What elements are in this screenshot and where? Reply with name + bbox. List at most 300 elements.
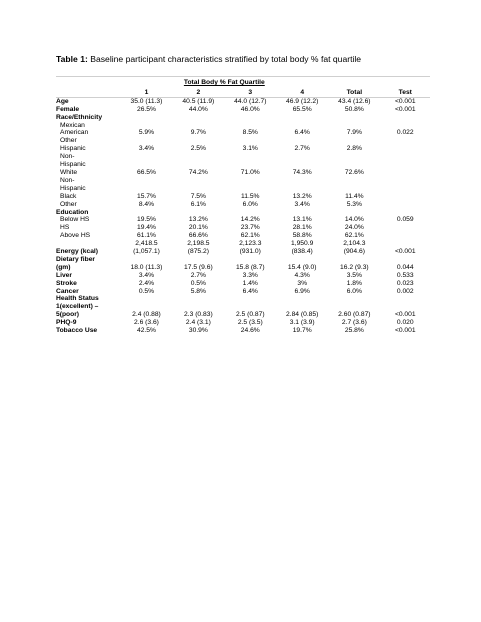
row-label-line: Black	[60, 192, 77, 200]
quartile-cell	[224, 288, 276, 296]
quartile-cell	[172, 201, 224, 209]
row-label-line: Above HS	[60, 232, 91, 240]
quartile-cell	[224, 137, 276, 153]
table-row	[56, 288, 430, 296]
row-label-line: Hispanic	[60, 161, 86, 169]
cell-value: 17.5 (9.6)	[184, 263, 213, 271]
cell-value	[381, 201, 430, 209]
quartile-cell	[172, 319, 224, 327]
quartile-cell	[121, 106, 173, 114]
cell-value: 24.6%	[240, 327, 260, 335]
test-cell	[381, 272, 430, 280]
cell-value: 3.1%	[242, 145, 258, 153]
total-cell	[328, 201, 380, 209]
quartile-cell	[172, 327, 224, 335]
cell-value: 46.9 (12.2)	[286, 97, 319, 105]
quartile-cell	[224, 209, 276, 217]
cell-value: 30.9%	[188, 327, 208, 335]
cell-value: 1.4%	[242, 279, 258, 287]
cell-value: 24.0%	[344, 224, 364, 232]
cell-value: 26.5%	[136, 105, 156, 113]
quartile-cell	[224, 232, 276, 240]
test-cell	[381, 224, 430, 232]
cell-value	[381, 209, 430, 217]
cell-value: 3%	[297, 279, 308, 287]
cell-value: 1,950.9	[291, 240, 314, 248]
cell-value: 2.5 (0.87)	[235, 311, 265, 319]
total-cell	[328, 177, 380, 201]
quartile-cell	[121, 137, 173, 153]
cell-value: 5.3%	[346, 200, 362, 208]
cell-value: 2.4 (0.88)	[132, 311, 161, 319]
test-cell	[381, 201, 430, 209]
test-cell	[381, 153, 430, 177]
quartile-cell	[276, 201, 328, 209]
cell-value: (875.2)	[187, 248, 209, 256]
cell-value: 0.022	[396, 129, 414, 137]
cell-value	[172, 209, 224, 217]
cell-value: 0.5%	[138, 287, 155, 295]
table-row	[56, 177, 430, 201]
quartile-cell	[172, 97, 224, 105]
quartile-cell	[172, 209, 224, 217]
cell-value: 58.8%	[292, 232, 312, 240]
quartile-cell	[224, 224, 276, 232]
cell-value	[381, 145, 430, 153]
cell-value: 3.4%	[138, 145, 155, 153]
cell-value	[121, 114, 173, 122]
cell-value: 15.8 (8.7)	[235, 263, 265, 271]
cell-value: 62.1%	[344, 232, 364, 240]
cell-value: <0.001	[394, 248, 416, 256]
cell-value: 2,418.5	[135, 240, 158, 248]
total-cell	[328, 122, 380, 138]
quartile-cell	[276, 288, 328, 296]
total-cell	[328, 137, 380, 153]
row-label	[56, 319, 121, 327]
table-row	[56, 153, 430, 177]
row-label-line: Non-	[60, 176, 75, 184]
quartile-cell	[276, 216, 328, 224]
cell-value: 2.84 (0.85)	[286, 311, 319, 319]
cell-value: 72.6%	[344, 168, 364, 176]
cell-value: 16.2 (9.3)	[340, 263, 369, 271]
row-label	[56, 106, 121, 114]
quartile-cell	[121, 153, 173, 177]
quartile-cell	[224, 153, 276, 177]
header-row	[56, 87, 430, 97]
total-cell	[328, 295, 380, 319]
quartile-cell	[121, 280, 173, 288]
test-cell	[381, 295, 430, 319]
quartile-cell	[121, 114, 173, 122]
quartile-cell	[276, 280, 328, 288]
cell-value: 74.2%	[188, 168, 208, 176]
cell-value: 15.4 (9.0)	[287, 263, 317, 271]
total-cell	[328, 153, 380, 177]
row-label	[56, 240, 121, 256]
table-caption-text: Baseline participant characteristics stratified by total body % fat quartile	[87, 54, 362, 64]
row-label-line: Other	[60, 200, 77, 208]
quartile-spanner-header: Total Body % Fat Quartile	[121, 77, 329, 87]
row-label	[56, 122, 121, 138]
column-header-q2: 2	[172, 87, 224, 97]
cell-value: 2.4%	[138, 279, 155, 287]
quartile-cell	[121, 97, 173, 105]
column-header-total: Total	[328, 87, 380, 97]
row-label	[56, 224, 121, 232]
cell-value: 1.8%	[346, 279, 362, 287]
row-label	[56, 114, 121, 122]
row-label-line: Other	[60, 137, 77, 145]
cell-value	[121, 209, 173, 217]
column-header-q1: 1	[121, 87, 173, 97]
row-label-line: HS	[60, 224, 70, 232]
quartile-cell	[172, 122, 224, 138]
table-row	[56, 327, 430, 335]
cell-value: 46.0%	[240, 105, 260, 113]
row-label-line: Age	[56, 97, 69, 105]
quartile-cell	[276, 209, 328, 217]
table-row	[56, 114, 430, 122]
cell-value: 42.5%	[136, 327, 156, 335]
quartile-cell	[121, 272, 173, 280]
cell-value	[381, 224, 430, 232]
cell-value: <0.001	[394, 311, 416, 319]
cell-value: 19.5%	[136, 216, 156, 224]
cell-value: 0.044	[396, 263, 414, 271]
row-label	[56, 153, 121, 177]
cell-value: <0.001	[394, 327, 416, 335]
quartile-cell	[172, 177, 224, 201]
quartile-cell	[121, 224, 173, 232]
test-cell	[381, 232, 430, 240]
quartile-cell	[121, 216, 173, 224]
cell-value: 7.9%	[346, 129, 362, 137]
cell-value: 35.0 (11.3)	[130, 97, 163, 105]
cell-value: 66.5%	[136, 168, 156, 176]
table-row	[56, 319, 430, 327]
total-cell	[328, 224, 380, 232]
cell-value	[328, 209, 380, 217]
quartile-cell	[172, 256, 224, 272]
cell-value: 2.7%	[190, 271, 206, 279]
cell-value: 6.9%	[294, 287, 310, 295]
quartile-cell	[172, 232, 224, 240]
test-cell	[381, 327, 430, 335]
quartile-cell	[276, 319, 328, 327]
cell-value: 0.5%	[190, 279, 206, 287]
quartile-cell	[121, 327, 173, 335]
cell-value: 23.7%	[240, 224, 260, 232]
table-row	[56, 97, 430, 105]
quartile-cell	[276, 272, 328, 280]
total-cell	[328, 232, 380, 240]
cell-value	[328, 114, 380, 122]
cell-value: 0.059	[396, 216, 414, 224]
table-row	[56, 201, 430, 209]
quartile-cell	[172, 216, 224, 224]
cell-value: 11.4%	[345, 192, 364, 200]
cell-value	[381, 114, 430, 122]
quartile-cell	[121, 288, 173, 296]
quartile-cell	[172, 280, 224, 288]
row-label	[56, 209, 121, 217]
cell-value: 8.5%	[242, 129, 258, 137]
row-label-line: Hispanic	[60, 145, 86, 153]
quartile-cell	[121, 256, 173, 272]
row-label-line: Stroke	[56, 279, 77, 287]
cell-value: 19.7%	[292, 327, 312, 335]
cell-value	[381, 193, 430, 201]
quartile-cell	[224, 240, 276, 256]
row-label-line: 5(poor)	[56, 311, 80, 319]
test-cell	[381, 256, 430, 272]
total-cell	[328, 106, 380, 114]
total-cell	[328, 280, 380, 288]
cell-value: 50.8%	[344, 105, 364, 113]
row-label-line: Non-	[60, 153, 75, 161]
row-label-line: 1(excellent) –	[56, 303, 99, 311]
quartile-cell	[224, 295, 276, 319]
characteristics-table	[56, 76, 430, 335]
cell-value: 44.0%	[188, 105, 208, 113]
row-label-line: Health Status	[56, 295, 99, 303]
cell-value: (931.0)	[239, 248, 261, 256]
cell-value: (838.4)	[291, 248, 313, 256]
cell-value: <0.001	[394, 97, 416, 105]
cell-value: <0.001	[394, 105, 416, 113]
cell-value: 62.1%	[240, 232, 260, 240]
cell-value: 61.1%	[136, 232, 156, 240]
cell-value: 0.023	[396, 279, 414, 287]
quartile-cell	[276, 256, 328, 272]
cell-value: 19.4%	[136, 224, 156, 232]
table-row	[56, 295, 430, 319]
cell-value	[224, 114, 276, 122]
total-cell	[328, 209, 380, 217]
quartile-cell	[276, 224, 328, 232]
cell-value: 6.0%	[346, 287, 362, 295]
test-cell	[381, 122, 430, 138]
test-cell	[381, 216, 430, 224]
cell-value: 65.5%	[292, 105, 312, 113]
table-row	[56, 240, 430, 256]
total-cell	[328, 272, 380, 280]
test-cell	[381, 280, 430, 288]
table-row	[56, 232, 430, 240]
table-row	[56, 106, 430, 114]
row-label	[56, 177, 121, 201]
total-cell	[328, 240, 380, 256]
cell-value: 14.0%	[344, 216, 364, 224]
quartile-cell	[172, 288, 224, 296]
cell-value: 3.4%	[138, 271, 155, 279]
cell-value: 44.0 (12.7)	[234, 97, 267, 105]
column-header-q3: 3	[224, 87, 276, 97]
cell-value: 5.9%	[138, 129, 155, 137]
quartile-cell	[224, 106, 276, 114]
cell-value: (1,057.1)	[133, 248, 160, 256]
quartile-cell	[276, 153, 328, 177]
cell-value: 0.020	[396, 319, 414, 327]
row-label	[56, 288, 121, 296]
quartile-cell	[172, 106, 224, 114]
cell-value: 43.4 (12.6)	[338, 97, 371, 105]
row-label	[56, 272, 121, 280]
cell-value: 13.1%	[292, 216, 312, 224]
row-label	[56, 280, 121, 288]
row-label	[56, 295, 121, 319]
quartile-cell	[224, 114, 276, 122]
test-cell	[381, 114, 430, 122]
total-cell	[328, 319, 380, 327]
quartile-cell	[276, 137, 328, 153]
test-cell	[381, 137, 430, 153]
row-label-line: (gm)	[56, 263, 71, 271]
cell-value: 74.3%	[292, 168, 312, 176]
quartile-cell	[224, 272, 276, 280]
quartile-cell	[276, 240, 328, 256]
quartile-cell	[224, 122, 276, 138]
cell-value: 0.002	[396, 287, 414, 295]
cell-value: 25.8%	[344, 327, 364, 335]
cell-value: 3.4%	[294, 200, 310, 208]
cell-value: 2.5 (3.5)	[237, 319, 263, 327]
cell-value	[172, 114, 224, 122]
cell-value	[276, 114, 328, 122]
quartile-cell	[121, 319, 173, 327]
quartile-cell	[172, 114, 224, 122]
test-cell	[381, 97, 430, 105]
quartile-cell	[224, 256, 276, 272]
quartile-cell	[276, 327, 328, 335]
cell-value: 4.3%	[294, 271, 310, 279]
cell-value: 6.4%	[294, 129, 310, 137]
cell-value: 11.5%	[241, 192, 260, 200]
quartile-cell	[172, 137, 224, 153]
cell-value	[224, 209, 276, 217]
quartile-cell	[276, 295, 328, 319]
cell-value: 15.7%	[136, 192, 156, 200]
test-cell	[381, 288, 430, 296]
cell-value: 66.6%	[188, 232, 208, 240]
cell-value: 2.60 (0.87)	[338, 311, 371, 319]
cell-value: 2.5%	[190, 145, 206, 153]
quartile-cell	[224, 280, 276, 288]
cell-value: 2.7 (3.6)	[341, 319, 367, 327]
cell-value: 6.4%	[242, 287, 258, 295]
quartile-cell	[276, 114, 328, 122]
quartile-cell	[224, 177, 276, 201]
row-label-line: White	[60, 168, 78, 176]
cell-value: 13.2%	[292, 192, 312, 200]
cell-value: 2.7%	[294, 145, 310, 153]
table-row	[56, 256, 430, 272]
row-label-line: Liver	[56, 271, 72, 279]
table-row	[56, 137, 430, 153]
row-label	[56, 201, 121, 209]
cell-value: 3.5%	[346, 271, 362, 279]
quartile-cell	[276, 122, 328, 138]
quartile-cell	[172, 240, 224, 256]
cell-value: 14.2%	[240, 216, 260, 224]
row-label	[56, 327, 121, 335]
quartile-cell	[172, 272, 224, 280]
quartile-cell	[172, 295, 224, 319]
row-label-line: Female	[56, 105, 80, 113]
table-caption	[56, 54, 361, 64]
quartile-cell	[224, 327, 276, 335]
cell-value: 2,123.3	[239, 240, 262, 248]
quartile-cell	[121, 201, 173, 209]
row-label	[56, 256, 121, 272]
test-cell	[381, 177, 430, 201]
test-cell	[381, 209, 430, 217]
quartile-cell	[276, 232, 328, 240]
cell-value: 3.1 (3.9)	[289, 319, 315, 327]
cell-value: 2.4 (3.1)	[185, 319, 211, 327]
table-row	[56, 280, 430, 288]
row-label	[56, 97, 121, 105]
row-label	[56, 232, 121, 240]
row-label-line	[56, 240, 121, 248]
quartile-cell	[224, 201, 276, 209]
total-cell	[328, 288, 380, 296]
row-label-line: Tobacco Use	[56, 327, 98, 335]
cell-value: 6.1%	[190, 200, 206, 208]
cell-value	[381, 169, 430, 177]
cell-value: 2,198.5	[187, 240, 210, 248]
total-cell	[328, 256, 380, 272]
row-label-line: Dietary fiber	[56, 255, 96, 263]
row-label	[56, 216, 121, 224]
cell-value: (904.6)	[343, 248, 365, 256]
cell-value: 40.5 (11.9)	[182, 97, 215, 105]
quartile-cell	[224, 216, 276, 224]
quartile-cell	[121, 240, 173, 256]
quartile-cell	[276, 106, 328, 114]
cell-value: 18.0 (11.3)	[130, 263, 163, 271]
row-label	[56, 137, 121, 153]
quartile-cell	[121, 177, 173, 201]
row-label-line: American	[60, 129, 89, 137]
quartile-cell	[224, 319, 276, 327]
test-cell	[381, 319, 430, 327]
test-cell	[381, 106, 430, 114]
column-header-q4: 4	[276, 87, 328, 97]
row-label-line: Hispanic	[60, 184, 86, 192]
cell-value: 6.0%	[242, 200, 258, 208]
table-row	[56, 224, 430, 232]
quartile-cell	[121, 232, 173, 240]
quartile-cell	[121, 295, 173, 319]
row-label-line: Race/Ethnicity	[56, 113, 103, 121]
row-label-line: PHQ-9	[56, 319, 77, 327]
cell-value: 2.6 (3.6)	[134, 319, 159, 327]
total-cell	[328, 216, 380, 224]
column-header-test: Test	[381, 87, 430, 97]
row-label-line: Education	[56, 208, 89, 216]
cell-value: 2.3 (0.83)	[184, 311, 213, 319]
cell-value: 13.2%	[188, 216, 208, 224]
cell-value: 71.0%	[240, 168, 260, 176]
table-caption-label: Table 1:	[56, 54, 88, 64]
table-row	[56, 216, 430, 224]
row-label-line: Cancer	[56, 287, 79, 295]
quartile-cell	[172, 153, 224, 177]
table-row	[56, 122, 430, 138]
